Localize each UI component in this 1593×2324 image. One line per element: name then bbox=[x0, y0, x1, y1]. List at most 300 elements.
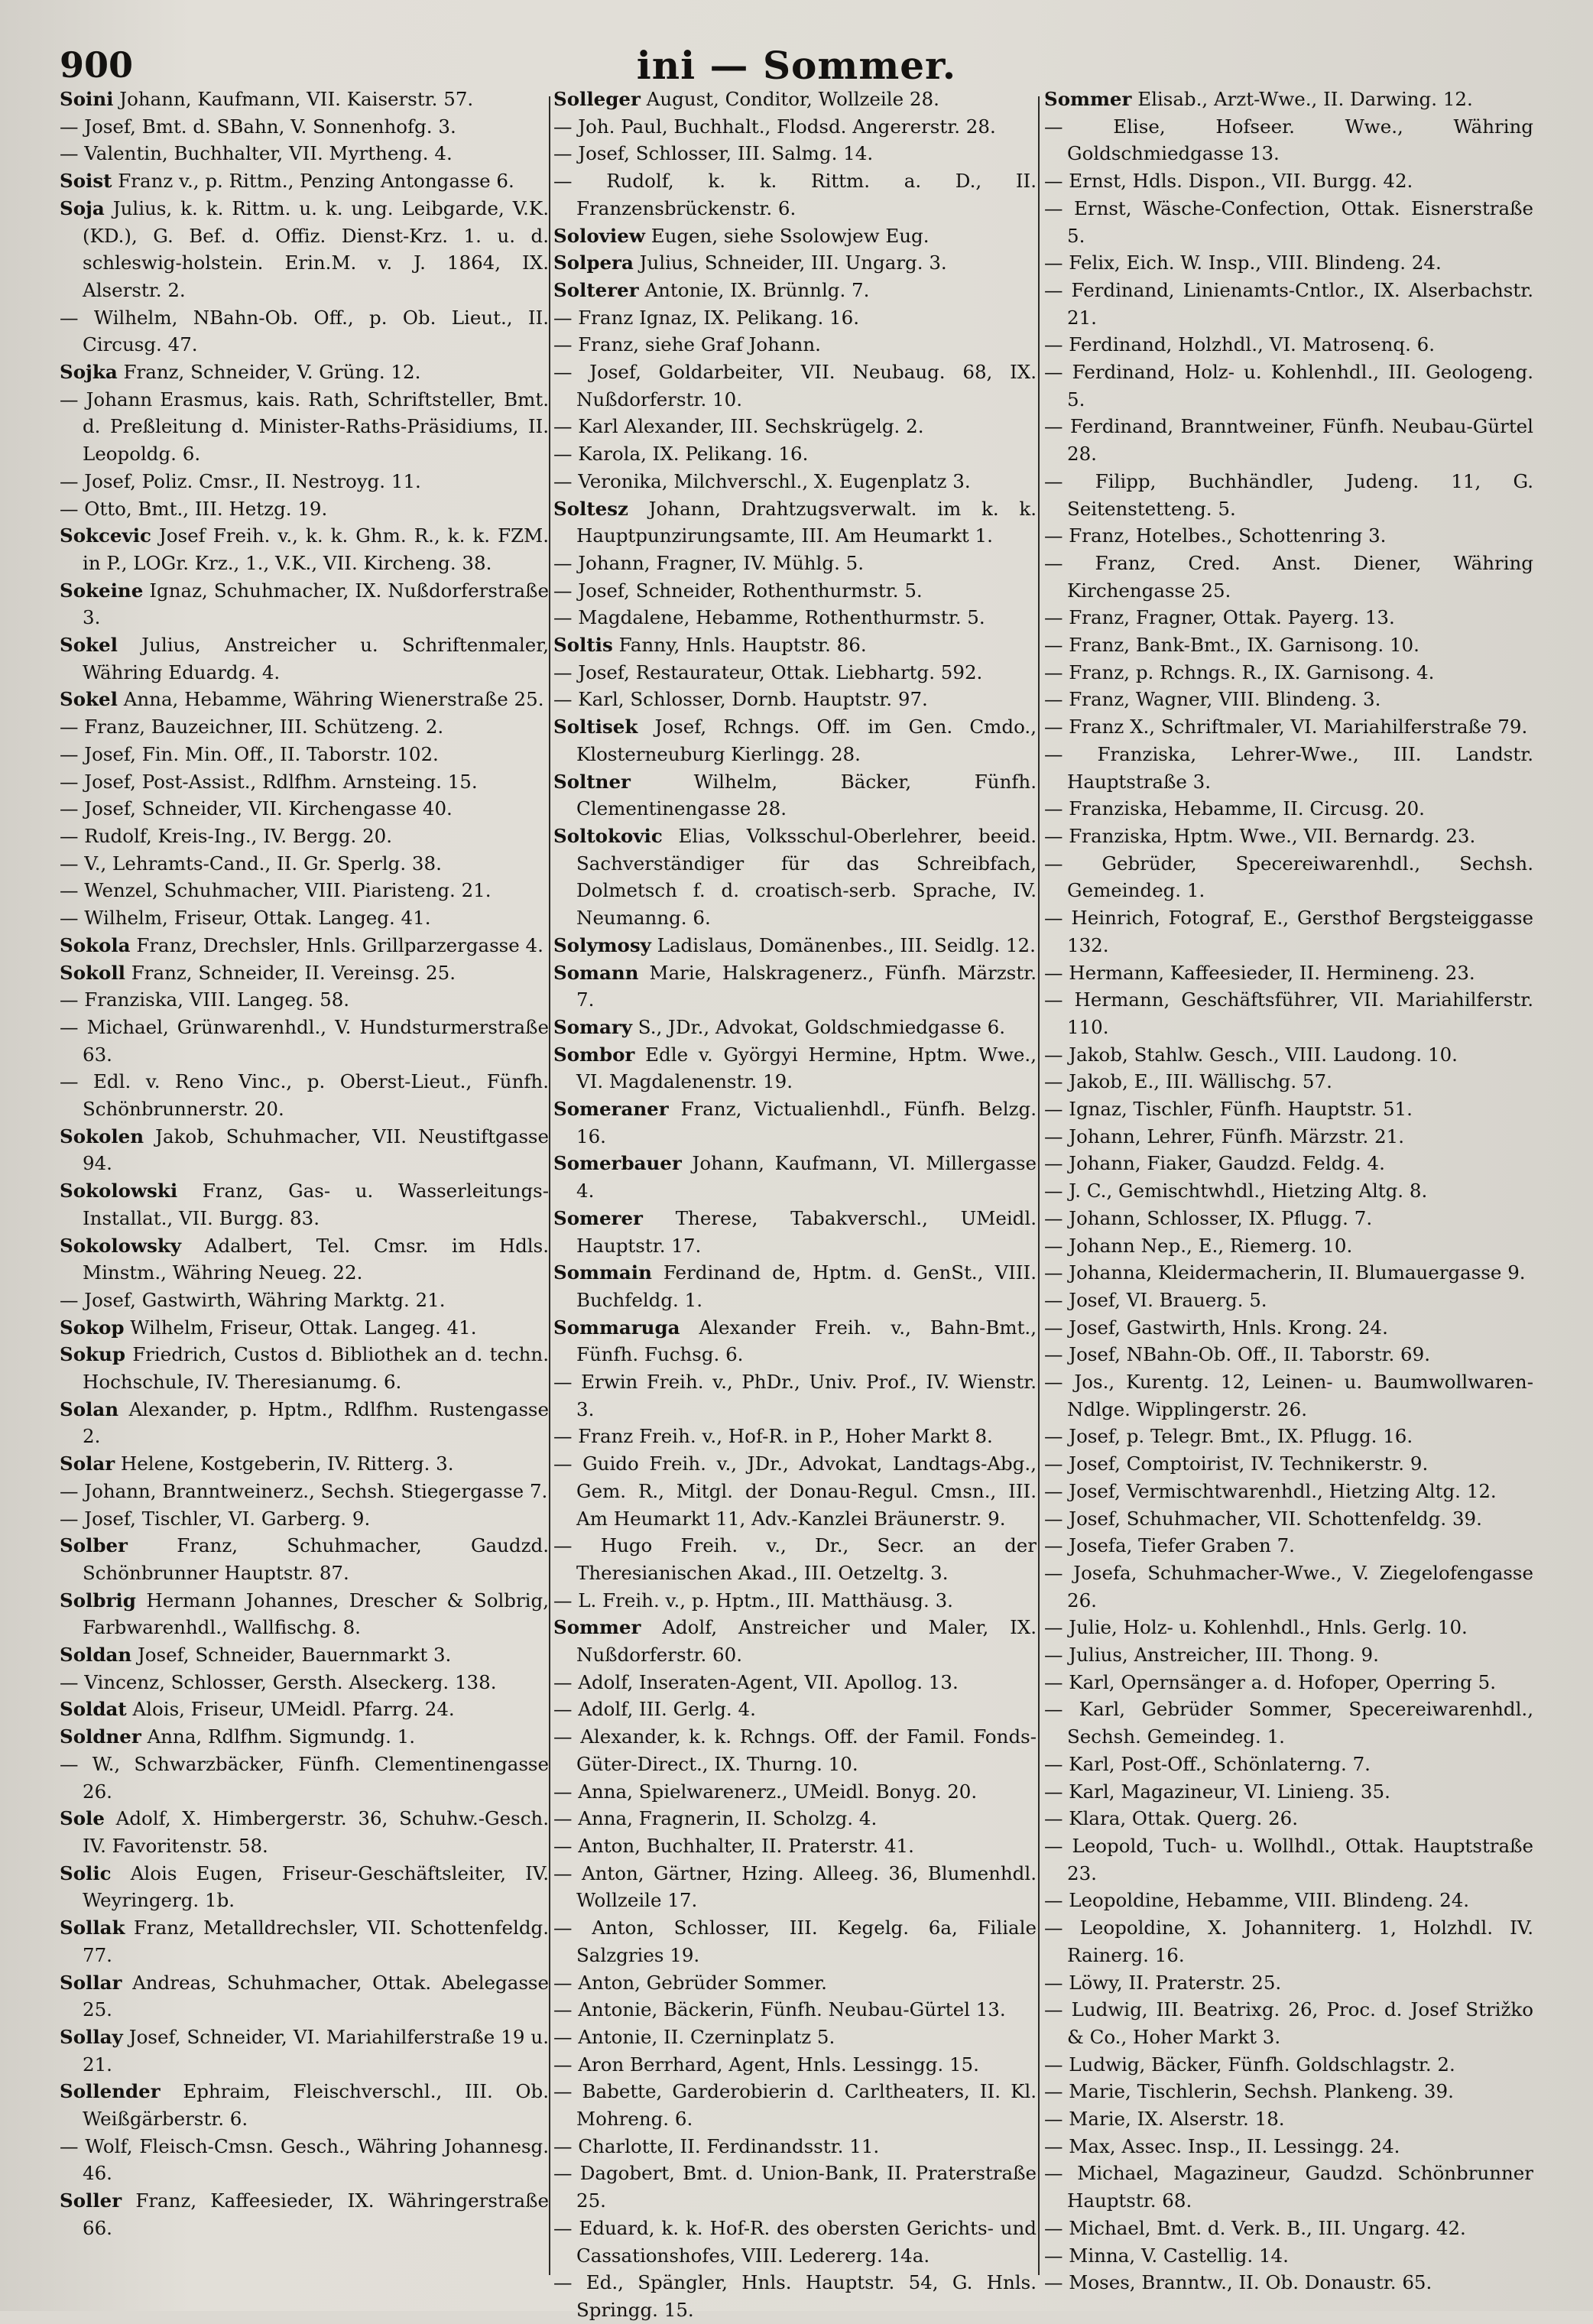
directory-entry bbox=[1044, 277, 1533, 331]
directory-entry bbox=[60, 1177, 549, 1232]
directory-entry bbox=[1044, 1805, 1533, 1832]
entry-text: Ignaz, Schuhmacher, IX. Nußdorferstraße 3. bbox=[83, 579, 549, 629]
directory-entry bbox=[1044, 1150, 1533, 1177]
directory-entry bbox=[553, 222, 1037, 250]
entry-text: — Karl, Magazineur, VI. Linieng. 35. bbox=[1044, 1780, 1390, 1803]
directory-entry bbox=[553, 1014, 1037, 1041]
directory-entry bbox=[60, 795, 549, 823]
directory-entry bbox=[60, 1696, 549, 1723]
directory-entry bbox=[1044, 1205, 1533, 1232]
entry-surname: Sokola bbox=[60, 933, 131, 956]
directory-entry bbox=[553, 631, 1037, 659]
directory-entry bbox=[60, 1068, 549, 1122]
entry-text: Edle v. Györgyi Hermine, Hptm. Wwe., VI. Magdalenenstr. 19. bbox=[576, 1043, 1037, 1093]
entry-text: — Rudolf, k. k. Rittm. a. D., II. Franzensbrückenstr. 6. bbox=[553, 170, 1037, 219]
directory-entry bbox=[1044, 522, 1533, 550]
entry-text: — Josef, NBahn-Ob. Off., II. Taborstr. 69. bbox=[1044, 1343, 1431, 1366]
entry-text: Johann, Kaufmann, VI. Millergasse 4. bbox=[576, 1152, 1037, 1203]
entry-surname: Soist bbox=[60, 170, 112, 193]
directory-entry bbox=[1044, 823, 1533, 850]
entry-text: — Ernst, Hdls. Dispon., VII. Burgg. 42. bbox=[1044, 170, 1413, 193]
entry-text: — Josef, Post-Assist., Rdlfhm. Arnsteing. 15. bbox=[60, 770, 478, 793]
entry-surname: Sokel bbox=[60, 688, 118, 711]
directory-entry bbox=[60, 1751, 549, 1805]
entry-surname: Sole bbox=[60, 1807, 105, 1830]
directory-entry bbox=[1044, 2160, 1533, 2214]
entry-text: — Max, Assec. Insp., II. Lessingg. 24. bbox=[1044, 2134, 1400, 2157]
column-3 bbox=[1044, 86, 1533, 2294]
entry-surname: Sokup bbox=[60, 1343, 125, 1366]
entry-text: — Anna, Spielwarenerz., UMeidl. Bonyg. 20. bbox=[553, 1780, 978, 1803]
directory-entry bbox=[553, 2024, 1037, 2051]
entry-text: — Johann, Schlosser, IX. Pflugg. 7. bbox=[1044, 1206, 1373, 1229]
entry-text: — Adolf, Inseraten-Agent, VII. Apollog. 13. bbox=[553, 1670, 959, 1693]
entry-text: — Joh. Paul, Buchhalt., Flodsd. Angererstr. 28. bbox=[553, 115, 996, 138]
entry-text: — Otto, Bmt., III. Hetzg. 19. bbox=[60, 497, 328, 520]
directory-entry bbox=[1044, 1314, 1533, 1342]
entry-text: — Wilhelm, Friseur, Ottak. Langeg. 41. bbox=[60, 907, 431, 930]
entry-text: Anna, Hebamme, Währing Wienerstraße 25. bbox=[123, 688, 544, 711]
entry-text: — Josef, Fin. Min. Off., II. Taborstr. 102. bbox=[60, 742, 439, 765]
entry-text: Adolf, X. Himbergerstr. 36, Schuhw.-Gesch. IV. Favoritenstr. 58. bbox=[83, 1807, 549, 1857]
directory-entry bbox=[60, 1969, 549, 2024]
directory-entry bbox=[60, 386, 549, 468]
entry-text: Alexander Freih. v., Bahn-Bmt., Fünfh. Fuchsg. 6. bbox=[576, 1316, 1037, 1366]
entry-text: — Franziska, Hptm. Wwe., VII. Bernardg. 23. bbox=[1044, 824, 1476, 847]
entry-text: — Josef, Vermischtwarenhdl., Hietzing Altg. 12. bbox=[1044, 1479, 1497, 1502]
directory-entry bbox=[60, 823, 549, 850]
directory-entry bbox=[60, 1287, 549, 1314]
entry-surname: Solbrig bbox=[60, 1589, 136, 1612]
entry-text: — Franz Ignaz, IX. Pelikang. 16. bbox=[553, 306, 860, 329]
directory-entry bbox=[60, 1396, 549, 1450]
entry-surname: Sokop bbox=[60, 1316, 125, 1339]
directory-entry bbox=[553, 1832, 1037, 1860]
directory-entry bbox=[60, 1478, 549, 1505]
entry-text: — Ferdinand, Holz- u. Kohlenhdl., III. Geologeng. 5. bbox=[1044, 361, 1533, 411]
column-divider bbox=[549, 96, 550, 2275]
entry-surname: Somerer bbox=[553, 1206, 643, 1229]
entry-text: — Michael, Magazineur, Gaudzd. Schönbrunner Hauptstr. 68. bbox=[1044, 2162, 1533, 2212]
entry-text: — Antonie, Bäckerin, Fünfh. Neubau-Gürtel 13. bbox=[553, 1998, 1006, 2021]
directory-entry bbox=[553, 277, 1037, 304]
entry-surname: Sokel bbox=[60, 634, 118, 657]
entry-surname: Sojka bbox=[60, 361, 118, 384]
entry-text: Adolf, Anstreicher und Maler, IX. Nußdorferstr. 60. bbox=[576, 1616, 1037, 1667]
entry-text: — Leopoldine, Hebamme, VIII. Blindeng. 24. bbox=[1044, 1889, 1470, 1912]
entry-surname: Sollar bbox=[60, 1971, 122, 1994]
entry-text: — Marie, Tischlerin, Sechsh. Plankeng. 39. bbox=[1044, 2080, 1454, 2103]
entry-text: Ladislaus, Domänenbes., III. Seidlg. 12. bbox=[657, 933, 1036, 956]
directory-entry bbox=[60, 2078, 549, 2132]
entry-text: Alois Eugen, Friseur-Geschäftsleiter, IV. Weyringerg. 1b. bbox=[83, 1861, 549, 1912]
directory-entry bbox=[1044, 659, 1533, 686]
directory-entry bbox=[553, 550, 1037, 577]
entry-text: — Johann Erasmus, kais. Rath, Schriftsteller, Bmt. d. Preßleitung d. Minister-Raths-Präsidiums, II. Leopoldg. 6. bbox=[60, 388, 549, 466]
directory-entry bbox=[553, 1805, 1037, 1832]
entry-text: — Franz, Fragner, Ottak. Payerg. 13. bbox=[1044, 606, 1395, 629]
entry-text: — Josef, Goldarbeiter, VII. Neubaug. 68, IX. Nußdorferstr. 10. bbox=[553, 361, 1037, 411]
directory-entry bbox=[1044, 359, 1533, 413]
entry-text: Franz v., p. Rittm., Penzing Antongasse 6. bbox=[118, 170, 514, 193]
directory-entry bbox=[553, 413, 1037, 440]
entry-text: — Ludwig, Bäcker, Fünfh. Goldschlagstr. 2. bbox=[1044, 2053, 1455, 2076]
entry-text: Franz, Victualienhdl., Fünfh. Belzg. 16. bbox=[576, 1098, 1037, 1147]
directory-entry bbox=[553, 1205, 1037, 1259]
entry-text: — Magdalene, Hebamme, Rothenthurmstr. 5. bbox=[553, 606, 985, 629]
entry-text: — Karl, Schlosser, Dornb. Hauptstr. 97. bbox=[553, 688, 928, 711]
entry-surname: Solber bbox=[60, 1534, 128, 1557]
directory-entry bbox=[553, 1860, 1037, 1914]
entry-text: — Dagobert, Bmt. d. Union-Bank, II. Praterstraße 25. bbox=[553, 2162, 1037, 2212]
directory-entry bbox=[553, 167, 1037, 222]
running-head: ini — Sommer. bbox=[636, 43, 957, 88]
directory-entry bbox=[553, 659, 1037, 686]
directory-entry bbox=[1044, 1368, 1533, 1423]
directory-entry bbox=[1044, 2269, 1533, 2296]
directory-entry bbox=[1044, 1560, 1533, 1614]
directory-entry bbox=[60, 1505, 549, 1533]
directory-entry bbox=[1044, 113, 1533, 167]
directory-entry bbox=[553, 495, 1037, 550]
directory-entry bbox=[1044, 2242, 1533, 2270]
directory-entry bbox=[60, 359, 549, 386]
directory-entry bbox=[60, 1123, 549, 1177]
directory-entry bbox=[60, 850, 549, 878]
directory-entry bbox=[1044, 1287, 1533, 1314]
directory-entry bbox=[1044, 1259, 1533, 1287]
entry-text: — Edl. v. Reno Vinc., p. Oberst-Lieut., Fünfh. Schönbrunnerstr. 20. bbox=[60, 1070, 549, 1121]
entry-surname: Soltner bbox=[553, 770, 631, 793]
directory-entry bbox=[60, 1014, 549, 1068]
directory-entry bbox=[553, 1778, 1037, 1806]
entry-text: — Ignaz, Tischler, Fünfh. Hauptstr. 51. bbox=[1044, 1098, 1413, 1121]
directory-entry bbox=[1044, 2051, 1533, 2079]
entry-text: — Heinrich, Fotograf, E., Gersthof Bergsteiggasse 132. bbox=[1044, 907, 1533, 956]
entry-surname: Sokcevic bbox=[60, 524, 151, 547]
directory-entry bbox=[60, 932, 549, 959]
entry-text: Julius, Anstreicher u. Schriftenmaler, Währing Eduardg. 4. bbox=[83, 634, 549, 683]
entry-text: — Ernst, Wäsche-Confection, Ottak. Eisnerstraße 5. bbox=[1044, 196, 1533, 247]
entry-text: — Guido Freih. v., JDr., Advokat, Landtags-Abg., Gem. R., Mitgl. der Donau-Regul. Cmsn., III. Am Heumarkt 11, Adv.-Kanzlei Bräunerstr. 9. bbox=[553, 1452, 1037, 1530]
entry-surname: Sommer bbox=[1044, 88, 1132, 110]
directory-entry bbox=[1044, 550, 1533, 604]
directory-entry bbox=[60, 904, 549, 932]
directory-entry bbox=[1044, 1914, 1533, 1969]
entry-text: Elias, Volksschul-Oberlehrer, beeid. Sachverständiger für das Schreibfach, Dolmetsch f. d. croatisch-serb. Sprache, IV. Neumanng. 6. bbox=[576, 824, 1037, 930]
directory-entry bbox=[1044, 195, 1533, 249]
directory-entry bbox=[553, 2051, 1037, 2079]
entry-text: Anna, Rdlfhm. Sigmundg. 1. bbox=[147, 1725, 416, 1748]
entry-text: — Wolf, Fleisch-Cmsn. Gesch., Währing Johannesg. 46. bbox=[60, 2134, 549, 2185]
directory-entry bbox=[553, 1423, 1037, 1450]
entry-surname: Solymosy bbox=[553, 933, 651, 956]
entry-text: — Franz, siehe Graf Johann. bbox=[553, 333, 821, 356]
directory-entry bbox=[60, 686, 549, 713]
entry-surname: Sokolen bbox=[60, 1125, 144, 1147]
directory-entry bbox=[60, 741, 549, 768]
directory-entry bbox=[1044, 2105, 1533, 2133]
entry-text: Antonie, IX. Brünnlg. 7. bbox=[644, 278, 870, 301]
entry-text: — Franz, p. Rchngs. R., IX. Garnisong. 4. bbox=[1044, 661, 1435, 683]
entry-surname: Sokeine bbox=[60, 579, 144, 602]
entry-surname: Sollay bbox=[60, 2025, 123, 2048]
directory-entry bbox=[1044, 1041, 1533, 1069]
directory-entry bbox=[60, 2024, 549, 2078]
directory-entry bbox=[553, 86, 1037, 113]
directory-entry bbox=[1044, 631, 1533, 659]
entry-surname: Sokolowski bbox=[60, 1180, 178, 1203]
entry-surname: Solterer bbox=[553, 278, 639, 301]
column-2 bbox=[553, 86, 1037, 2321]
entry-text: Johann, Kaufmann, VII. Kaiserstr. 57. bbox=[119, 88, 474, 110]
entry-text: — Franziska, Lehrer-Wwe., III. Landstr. Hauptstraße 3. bbox=[1044, 742, 1533, 793]
directory-entry bbox=[60, 113, 549, 141]
entry-text: — Johann, Fragner, IV. Mühlg. 5. bbox=[553, 551, 865, 574]
entry-text: — Erwin Freih. v., PhDr., Univ. Prof., IV. Wienstr. 3. bbox=[553, 1371, 1037, 1420]
entry-text: Wilhelm, Friseur, Ottak. Langeg. 41. bbox=[130, 1316, 477, 1339]
entry-text: — Josef, Schneider, Rothenthurmstr. 5. bbox=[553, 579, 923, 602]
entry-text: Therese, Tabakverschl., UMeidl. Hauptstr. 17. bbox=[576, 1206, 1037, 1257]
directory-entry bbox=[553, 686, 1037, 713]
directory-entry bbox=[60, 1914, 549, 1969]
entry-surname: Sollender bbox=[60, 2080, 161, 2103]
column-1 bbox=[60, 86, 549, 2287]
directory-entry bbox=[60, 1314, 549, 1342]
entry-text: — Karl Alexander, III. Sechskrügelg. 2. bbox=[553, 415, 924, 438]
entry-text: — Moses, Branntw., II. Ob. Donaustr. 65. bbox=[1044, 2271, 1432, 2294]
directory-entry bbox=[60, 304, 549, 359]
directory-entry bbox=[60, 877, 549, 904]
directory-entry bbox=[1044, 1778, 1533, 1806]
directory-entry bbox=[553, 249, 1037, 277]
directory-entry bbox=[60, 1532, 549, 1586]
directory-entry bbox=[60, 986, 549, 1014]
entry-text: Adalbert, Tel. Cmsr. im Hdls. Minstm., Währing Neueg. 22. bbox=[83, 1234, 549, 1284]
entry-text: — Josef, Restaurateur, Ottak. Liebhartg. 592. bbox=[553, 661, 983, 683]
directory-entry bbox=[60, 2133, 549, 2187]
directory-entry bbox=[553, 1095, 1037, 1150]
entry-text: — Jakob, Stahlw. Gesch., VIII. Laudong. 10. bbox=[1044, 1043, 1458, 1066]
entry-text: — Josef, Schneider, VII. Kirchengasse 40. bbox=[60, 797, 453, 820]
directory-entry bbox=[1044, 1341, 1533, 1368]
entry-text: — Leopoldine, X. Johanniterg. 1, Holzhdl. IV. Rainerg. 16. bbox=[1044, 1917, 1533, 1966]
entry-text: Andreas, Schuhmacher, Ottak. Abelegasse 25. bbox=[83, 1971, 549, 2021]
entry-text: — Franz, Wagner, VIII. Blindeng. 3. bbox=[1044, 688, 1381, 711]
directory-entry bbox=[1044, 2133, 1533, 2160]
directory-entry bbox=[553, 1996, 1037, 2024]
entry-surname: Soloview bbox=[553, 224, 645, 247]
directory-entry bbox=[553, 140, 1037, 167]
directory-entry bbox=[1044, 604, 1533, 631]
entry-text: — Josef, Tischler, VI. Garberg. 9. bbox=[60, 1507, 371, 1530]
entry-surname: Soldan bbox=[60, 1644, 132, 1667]
directory-entry bbox=[553, 2078, 1037, 2132]
directory-entry bbox=[60, 1860, 549, 1914]
entry-text: Franz, Drechsler, Hnls. Grillparzergasse 4. bbox=[136, 933, 543, 956]
entry-surname: Soller bbox=[60, 2189, 122, 2212]
entry-text: Alexander, p. Hptm., Rdlfhm. Rustengasse 2. bbox=[83, 1397, 549, 1448]
directory-entry bbox=[553, 768, 1037, 823]
entry-surname: Solic bbox=[60, 1861, 112, 1884]
entry-text: — Ferdinand, Holzhdl., VI. Matrosenq. 6. bbox=[1044, 333, 1436, 356]
directory-entry bbox=[60, 86, 549, 113]
directory-entry bbox=[553, 1259, 1037, 1313]
entry-text: Hermann Johannes, Drescher & Solbrig, Farbwarenhdl., Wallfischg. 8. bbox=[83, 1589, 549, 1639]
entry-text: Ephraim, Fleischverschl., III. Ob. Weißgärberstr. 6. bbox=[83, 2080, 549, 2131]
entry-text: — Franz, Hotelbes., Schottenring 3. bbox=[1044, 524, 1387, 547]
page-header bbox=[0, 38, 1593, 88]
entry-surname: Soltesz bbox=[553, 497, 628, 520]
entry-text: — Veronika, Milchverschl., X. Eugenplatz 3. bbox=[553, 469, 971, 492]
directory-entry bbox=[60, 631, 549, 686]
entry-text: Elisab., Arzt-Wwe., II. Darwing. 12. bbox=[1137, 88, 1473, 110]
directory-entry bbox=[1044, 1751, 1533, 1778]
entry-text: Franz, Metalldrechsler, VII. Schottenfeldg. 77. bbox=[83, 1917, 549, 1966]
directory-entry bbox=[553, 604, 1037, 631]
entry-surname: Solar bbox=[60, 1452, 115, 1475]
entry-text: Julius, Schneider, III. Ungarg. 3. bbox=[639, 252, 947, 274]
directory-entry bbox=[60, 1723, 549, 1751]
entry-text: Fanny, Hnls. Hauptstr. 86. bbox=[618, 634, 867, 657]
directory-entry bbox=[1044, 2215, 1533, 2242]
entry-text: — Ferdinand, Branntweiner, Fünfh. Neubau-Gürtel 28. bbox=[1044, 415, 1533, 466]
directory-entry bbox=[60, 1341, 549, 1395]
entry-text: — Franziska, Hebamme, II. Circusg. 20. bbox=[1044, 797, 1425, 820]
entry-text: Franz, Kaffeesieder, IX. Währingerstraße 66. bbox=[83, 2189, 549, 2239]
entry-surname: Somann bbox=[553, 961, 639, 984]
directory-entry bbox=[553, 823, 1037, 932]
directory-entry bbox=[553, 1614, 1037, 1668]
entry-text: — Antonie, II. Czerninplatz 5. bbox=[553, 2025, 835, 2048]
directory-entry bbox=[1044, 1532, 1533, 1560]
directory-entry bbox=[1044, 468, 1533, 522]
directory-entry bbox=[60, 959, 549, 987]
entry-text: Josef, Rchngs. Off. im Gen. Cmdo., Klosterneuburg Kierlingg. 28. bbox=[576, 716, 1037, 765]
entry-text: — L. Freih. v., p. Hptm., III. Matthäusg. 3. bbox=[553, 1589, 953, 1612]
entry-text: Helene, Kostgeberin, IV. Ritterg. 3. bbox=[120, 1452, 454, 1475]
entry-text: — Michael, Grünwarenhdl., V. Hundsturmerstraße 63. bbox=[60, 1015, 549, 1066]
directory-entry bbox=[1044, 1123, 1533, 1151]
entry-text: Franz, Schneider, II. Vereinsg. 25. bbox=[131, 961, 456, 984]
entry-text: — Löwy, II. Praterstr. 25. bbox=[1044, 1971, 1282, 1994]
directory-entry bbox=[60, 1450, 549, 1478]
entry-text: — Anna, Fragnerin, II. Scholzg. 4. bbox=[553, 1807, 878, 1830]
entry-text: Johann, Drahtzugsverwalt. im k. k. Hauptpunzirungsamte, III. Am Heumarkt 1. bbox=[576, 497, 1037, 547]
entry-text: — Wilhelm, NBahn-Ob. Off., p. Ob. Lieut., II. Circusg. 47. bbox=[60, 306, 549, 356]
entry-text: — Johann Nep., E., Riemerg. 10. bbox=[1044, 1234, 1353, 1257]
entry-text: — Hugo Freih. v., Dr., Secr. an der Theresianischen Akad., III. Oetzeltg. 3. bbox=[553, 1534, 1037, 1584]
directory-entry bbox=[1044, 850, 1533, 904]
entry-text: — V., Lehramts-Cand., II. Gr. Sperlg. 38. bbox=[60, 852, 442, 875]
directory-entry bbox=[553, 113, 1037, 141]
directory-entry bbox=[553, 1696, 1037, 1723]
directory-entry bbox=[553, 577, 1037, 605]
entry-surname: Soldat bbox=[60, 1698, 127, 1721]
directory-entry bbox=[1044, 1478, 1533, 1505]
entry-text: — Franz, Bauzeichner, III. Schützeng. 2. bbox=[60, 716, 444, 738]
directory-entry bbox=[1044, 86, 1533, 113]
entry-surname: Someraner bbox=[553, 1098, 669, 1121]
entry-text: — Charlotte, II. Ferdinandsstr. 11. bbox=[553, 2134, 880, 2157]
entry-text: — Johann, Branntweinerz., Sechsh. Stiegergasse 7. bbox=[60, 1479, 548, 1502]
entry-text: — Hermann, Kaffeesieder, II. Hermineng. 23. bbox=[1044, 961, 1475, 984]
entry-text: — Franz X., Schriftmaler, VI. Mariahilferstraße 79. bbox=[1044, 716, 1528, 738]
directory-entry bbox=[1044, 1696, 1533, 1750]
entry-text: — Gebrüder, Specereiwarenhdl., Sechsh. Gemeindeg. 1. bbox=[1044, 852, 1533, 902]
entry-text: Alois, Friseur, UMeidl. Pfarrg. 24. bbox=[132, 1698, 455, 1721]
entry-surname: Sollak bbox=[60, 1917, 125, 1939]
directory-entry bbox=[1044, 1232, 1533, 1260]
entry-text: — Josef, Poliz. Cmsr., II. Nestroyg. 11. bbox=[60, 469, 421, 492]
entry-surname: Soini bbox=[60, 88, 114, 110]
entry-text: — Filipp, Buchhändler, Judeng. 11, G. Seitenstetteng. 5. bbox=[1044, 469, 1533, 520]
entry-text: — Jos., Kurentg. 12, Leinen- u. Baumwollwaren-Ndlge. Wipplingerstr. 26. bbox=[1044, 1371, 1533, 1420]
directory-entry bbox=[60, 195, 549, 304]
directory-entry bbox=[553, 1669, 1037, 1696]
entry-text: — Josef, Comptoirist, IV. Technikerstr. 9. bbox=[1044, 1452, 1429, 1475]
entry-surname: Soldner bbox=[60, 1725, 141, 1748]
page-number: 900 bbox=[60, 44, 134, 86]
entry-text: — Jakob, E., III. Wällischg. 57. bbox=[1044, 1070, 1332, 1093]
directory-entry bbox=[553, 959, 1037, 1014]
directory-entry bbox=[553, 1587, 1037, 1615]
entry-surname: Soltokovic bbox=[553, 824, 663, 847]
entry-text: — Alexander, k. k. Rchngs. Off. der Famil. Fonds-Güter-Direct., IX. Thurng. 10. bbox=[553, 1725, 1037, 1775]
entry-text: — Elise, Hofseer. Wwe., Währing Goldschmiedgasse 13. bbox=[1044, 115, 1533, 165]
entry-text: — Karl, Post-Off., Schönlaterng. 7. bbox=[1044, 1752, 1371, 1775]
entry-surname: Sokoll bbox=[60, 961, 125, 984]
entry-surname: Soja bbox=[60, 196, 105, 219]
directory-entry bbox=[1044, 1832, 1533, 1887]
entry-text: — Josef, Gastwirth, Hnls. Krong. 24. bbox=[1044, 1316, 1388, 1339]
entry-text: Ferdinand de, Hptm. d. GenSt., VIII. Buchfeldg. 1. bbox=[576, 1261, 1037, 1311]
directory-entry bbox=[1044, 1095, 1533, 1123]
entry-text: S., JDr., Advokat, Goldschmiedgasse 6. bbox=[638, 1015, 1006, 1038]
directory-entry bbox=[553, 713, 1037, 768]
directory-entry bbox=[553, 1314, 1037, 1368]
directory-entry bbox=[553, 2269, 1037, 2323]
entry-text: — Anton, Gärtner, Hzing. Alleeg. 36, Blumenhdl. Wollzeile 17. bbox=[553, 1861, 1037, 1912]
directory-entry bbox=[1044, 795, 1533, 823]
directory-entry bbox=[1044, 331, 1533, 359]
directory-entry bbox=[60, 713, 549, 741]
entry-text: Josef Freih. v., k. k. Ghm. R., k. k. FZM. in P., LOGr. Krz., 1., V.K., VII. Kircheng. 38. bbox=[83, 524, 550, 574]
directory-entry bbox=[1044, 1969, 1533, 1997]
directory-entry bbox=[1044, 1641, 1533, 1669]
directory-entry bbox=[553, 468, 1037, 495]
entry-surname: Soltisek bbox=[553, 716, 638, 738]
directory-entry bbox=[1044, 686, 1533, 713]
entry-text: — Karl, Opernsänger a. d. Hofoper, Operring 5. bbox=[1044, 1670, 1497, 1693]
directory-entry bbox=[553, 2160, 1037, 2214]
entry-text: — Franz, Bank-Bmt., IX. Garnisong. 10. bbox=[1044, 634, 1419, 657]
directory-entry bbox=[1044, 167, 1533, 195]
directory-entry bbox=[60, 1641, 549, 1669]
directory-entry bbox=[60, 140, 549, 167]
directory-entry bbox=[553, 1532, 1037, 1586]
directory-entry bbox=[553, 304, 1037, 332]
directory-entry bbox=[553, 932, 1037, 959]
entry-text: — Franz, Cred. Anst. Diener, Währing Kirchengasse 25. bbox=[1044, 551, 1533, 602]
directory-entry bbox=[553, 1041, 1037, 1095]
entry-surname: Sommain bbox=[553, 1261, 652, 1284]
entry-surname: Sombor bbox=[553, 1043, 635, 1066]
directory-entry bbox=[553, 1723, 1037, 1777]
entry-text: Josef, Schneider, VI. Mariahilferstraße 19 u. 21. bbox=[83, 2025, 549, 2076]
entry-surname: Somary bbox=[553, 1015, 632, 1038]
directory-entry bbox=[1044, 1068, 1533, 1095]
